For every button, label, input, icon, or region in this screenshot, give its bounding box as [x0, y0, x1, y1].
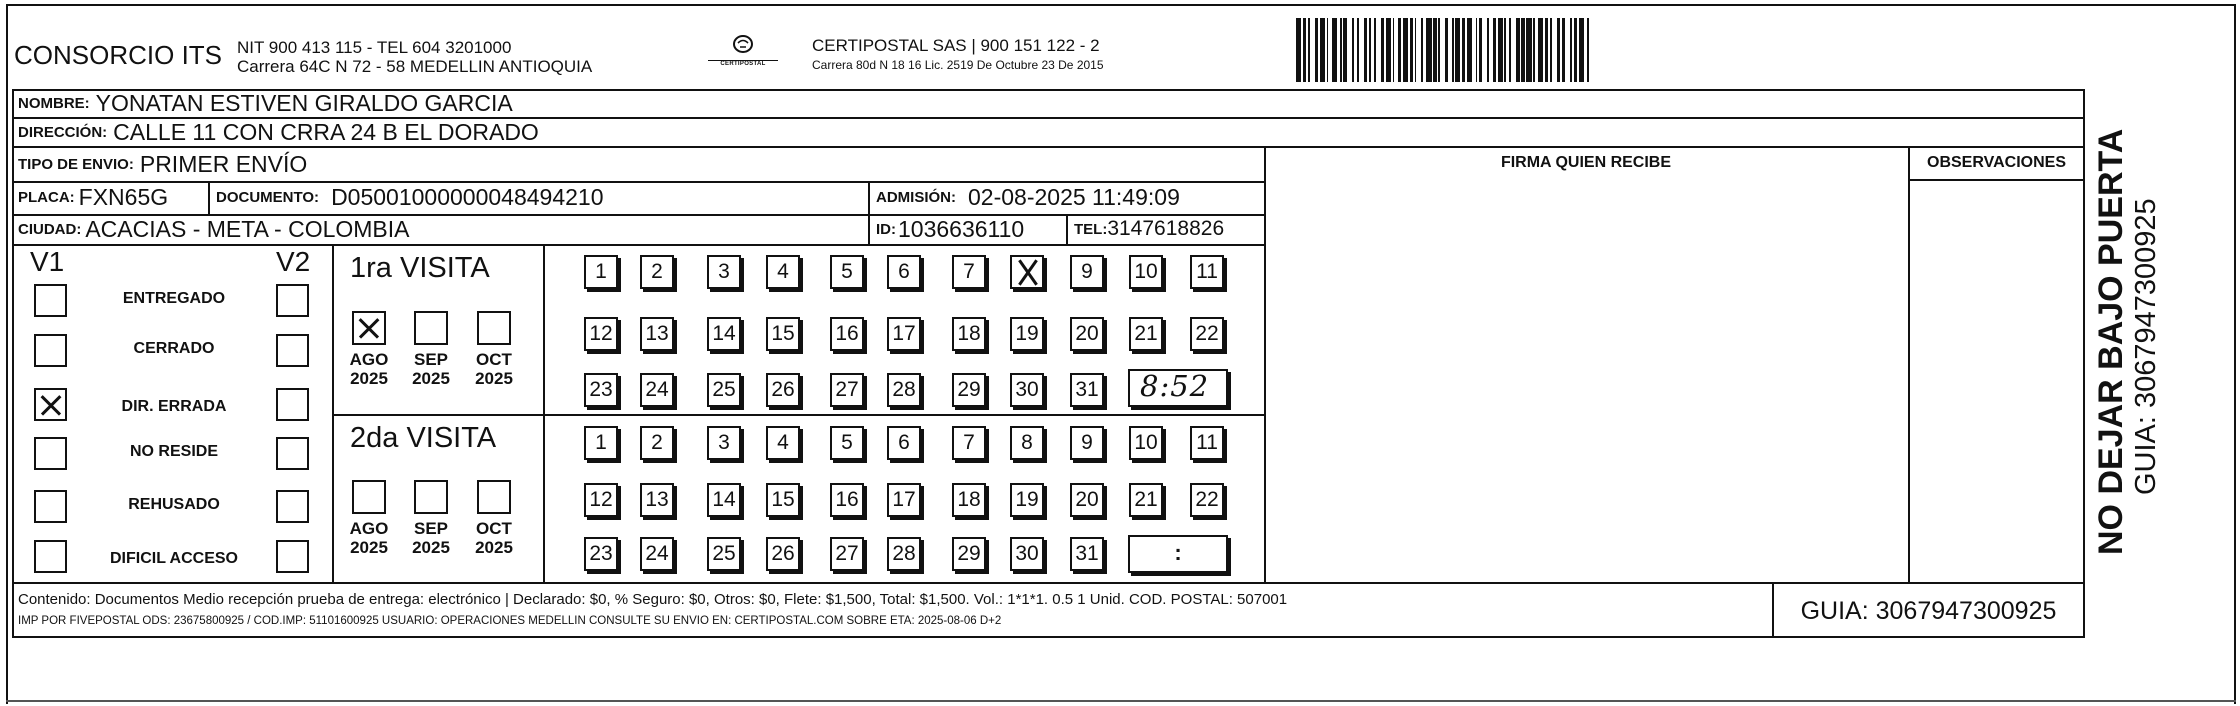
ciudad-label: CIUDAD:	[18, 220, 82, 238]
observaciones-area[interactable]	[1912, 182, 2084, 580]
day-checkbox[interactable]	[1129, 426, 1163, 460]
col-rule	[332, 244, 334, 582]
day-checkbox[interactable]	[707, 317, 741, 351]
day-checkbox[interactable]	[584, 373, 618, 407]
day-number: 26	[771, 542, 795, 565]
day-number: 18	[957, 322, 981, 345]
day-checkbox[interactable]	[1070, 426, 1104, 460]
day-checkbox[interactable]	[952, 255, 986, 289]
tel-label: TEL:	[1074, 220, 1108, 238]
day-number: 28	[892, 378, 916, 401]
day-number: 11	[1196, 260, 1218, 283]
month-name: AGO	[349, 519, 389, 538]
second-time-value: :	[1174, 540, 1182, 565]
v2-checkbox[interactable]	[276, 540, 309, 573]
barcode-bar	[1589, 18, 1591, 82]
month-year: 2025	[350, 369, 388, 388]
day-number: 25	[712, 542, 736, 565]
tipo-label: TIPO DE ENVIO:	[18, 155, 134, 173]
day-checkbox[interactable]	[584, 426, 618, 460]
day-number: 17	[892, 488, 916, 511]
month-name: SEP	[413, 519, 449, 538]
day-checkbox[interactable]	[1070, 317, 1104, 351]
month-name: AGO	[349, 350, 389, 369]
month-label	[342, 350, 396, 388]
documento-row	[212, 183, 604, 211]
day-checkbox[interactable]	[766, 317, 800, 351]
day-checkbox[interactable]	[640, 426, 674, 460]
placa-row	[14, 183, 168, 211]
day-checkbox[interactable]	[640, 317, 674, 351]
day-checkbox[interactable]	[707, 255, 741, 289]
day-number: 13	[645, 488, 669, 511]
v1-checkbox[interactable]	[34, 334, 67, 367]
admision-label: ADMISIÓN:	[876, 188, 956, 206]
day-checkbox[interactable]	[952, 483, 986, 517]
barcode	[1296, 18, 1816, 82]
day-number: 14	[712, 488, 736, 511]
day-number: 19	[1015, 488, 1039, 511]
day-checkbox[interactable]	[887, 537, 921, 571]
first-time-value: 8:52	[1140, 369, 1210, 403]
row-rule	[1908, 179, 2085, 181]
row-rule	[332, 414, 1264, 416]
day-checkbox[interactable]	[1070, 483, 1104, 517]
day-number: 2	[651, 431, 663, 454]
day-checkbox[interactable]	[830, 317, 864, 351]
day-checkbox[interactable]	[830, 426, 864, 460]
month-label	[404, 519, 458, 557]
logo-emblem-icon	[731, 34, 755, 54]
footer-guia: GUIA: 3067947300925	[1800, 597, 2057, 625]
day-number: 1	[595, 431, 607, 454]
day-number: 25	[712, 378, 736, 401]
day-number: 11	[1196, 431, 1218, 454]
day-checkbox[interactable]	[830, 537, 864, 571]
day-checkbox[interactable]	[887, 317, 921, 351]
day-checkbox[interactable]	[1129, 255, 1163, 289]
day-number: 3	[718, 431, 730, 454]
month-name: SEP	[413, 350, 449, 369]
admision-value: 02-08-2025 11:49:09	[968, 183, 1180, 210]
day-checkbox[interactable]	[640, 537, 674, 571]
month-checkbox[interactable]	[352, 480, 386, 514]
day-number: 30	[1015, 542, 1039, 565]
day-checkbox[interactable]	[766, 373, 800, 407]
col-rule	[1908, 146, 1910, 582]
day-number: 6	[898, 431, 910, 454]
day-checkbox[interactable]	[584, 317, 618, 351]
month-checkbox[interactable]	[477, 480, 511, 514]
day-number: 21	[1134, 488, 1158, 511]
day-number: 9	[1081, 431, 1093, 454]
day-checkbox[interactable]	[584, 537, 618, 571]
day-checkbox[interactable]	[952, 317, 986, 351]
month-checkbox[interactable]	[414, 311, 448, 345]
month-year: 2025	[475, 538, 513, 557]
admision-row	[872, 183, 1180, 211]
v2-checkbox[interactable]	[276, 334, 309, 367]
tipo-row	[14, 150, 307, 178]
documento-label: DOCUMENTO:	[216, 188, 320, 206]
row-rule	[12, 146, 2085, 148]
month-checkbox[interactable]	[352, 311, 386, 345]
day-checkbox[interactable]	[640, 255, 674, 289]
day-checkbox[interactable]	[1190, 483, 1224, 517]
day-checkbox[interactable]	[1070, 373, 1104, 407]
day-number: 14	[712, 322, 736, 345]
day-checkbox[interactable]	[584, 255, 618, 289]
day-checkbox[interactable]	[766, 255, 800, 289]
ciudad-row	[14, 215, 410, 243]
footer-print-info: IMP POR FIVEPOSTAL ODS: 23675800925 / COD.IMP: 51101600925 USUARIO: OPERACIONES MEDELLIN CONSULTE SU ENVIO EN: CERTIPOSTAL.COM SOBRE ETA: 2025-08-06 D+2	[18, 615, 1002, 627]
col-rule	[543, 244, 545, 582]
day-checkbox[interactable]	[952, 426, 986, 460]
logo-text: CERTIPOSTAL	[708, 60, 778, 67]
first-time-box[interactable]	[1128, 369, 1228, 407]
month-label	[467, 350, 521, 388]
month-year: 2025	[412, 538, 450, 557]
status-label: NO RESIDE	[129, 443, 218, 460]
day-number: 12	[589, 488, 613, 511]
carrier-line: CERTIPOSTAL SAS | 900 151 122 - 2	[812, 36, 1100, 55]
nombre-value: YONATAN ESTIVEN GIRALDO GARCIA	[95, 89, 513, 116]
day-checkbox[interactable]	[766, 426, 800, 460]
v1-checkbox[interactable]	[34, 388, 67, 421]
second-visit-title: 2da VISITA	[350, 422, 497, 454]
day-number: 31	[1075, 378, 1099, 401]
id-row	[872, 215, 1024, 243]
day-number: 2	[651, 260, 663, 283]
day-checkbox[interactable]	[1129, 317, 1163, 351]
day-checkbox[interactable]	[1070, 255, 1104, 289]
v1-checkbox[interactable]	[34, 540, 67, 573]
day-checkbox[interactable]	[830, 373, 864, 407]
day-number: 23	[589, 378, 613, 401]
day-number: 1	[595, 260, 607, 283]
day-number: 5	[841, 431, 853, 454]
company-nit: NIT 900 413 115 - TEL 604 3201000	[237, 38, 512, 57]
col-rule	[208, 181, 210, 214]
day-number: 31	[1075, 542, 1099, 565]
day-checkbox[interactable]	[707, 537, 741, 571]
day-number: 8	[1021, 431, 1033, 454]
v1-label: V1	[30, 246, 65, 277]
day-number: 10	[1134, 260, 1158, 283]
day-checkbox[interactable]	[1190, 317, 1224, 351]
day-checkbox[interactable]	[707, 483, 741, 517]
col-rule	[868, 181, 870, 244]
day-number: 26	[771, 378, 795, 401]
v2-checkbox[interactable]	[276, 490, 309, 523]
v1-checkbox[interactable]	[34, 437, 67, 470]
day-number: 30	[1015, 378, 1039, 401]
certipostal-logo	[708, 34, 778, 78]
tipo-value: PRIMER ENVÍO	[139, 150, 308, 177]
sheet-bottom-rule	[6, 700, 2236, 702]
v2-label: V2	[276, 246, 311, 277]
day-checkbox[interactable]	[766, 483, 800, 517]
firma-label: FIRMA QUIEN RECIBE	[1500, 154, 1672, 171]
tel-value: 3147618826	[1107, 217, 1225, 240]
day-checkbox[interactable]	[1010, 255, 1044, 289]
day-number: 12	[589, 322, 613, 345]
status-label: DIFICIL ACCESO	[109, 550, 238, 567]
day-checkbox[interactable]	[952, 373, 986, 407]
day-checkbox[interactable]	[830, 255, 864, 289]
day-number: 27	[835, 542, 859, 565]
placa-label: PLACA:	[18, 188, 75, 206]
day-checkbox[interactable]	[1190, 426, 1224, 460]
day-checkbox[interactable]	[1070, 537, 1104, 571]
col-rule	[1264, 146, 1266, 582]
day-number: 13	[645, 322, 669, 345]
company-name: CONSORCIO ITS	[14, 40, 223, 70]
v1-checkbox[interactable]	[34, 490, 67, 523]
month-year: 2025	[350, 538, 388, 557]
second-time-box[interactable]	[1128, 535, 1228, 573]
day-number: 20	[1075, 322, 1099, 345]
day-number: 22	[1195, 322, 1219, 345]
day-number: 24	[645, 378, 669, 401]
day-number: 17	[892, 322, 916, 345]
direccion-row	[14, 118, 539, 146]
side-notice: NO DEJAR BAJO PUERTA	[2092, 128, 2130, 555]
day-checkbox[interactable]	[887, 373, 921, 407]
month-year: 2025	[412, 369, 450, 388]
day-number: 7	[963, 431, 975, 454]
status-label: CERRADO	[133, 340, 215, 357]
day-number: 6	[898, 260, 910, 283]
month-checkbox[interactable]	[414, 480, 448, 514]
day-number: 29	[957, 542, 981, 565]
day-checkbox[interactable]	[1010, 373, 1044, 407]
carrier-address: Carrera 80d N 18 16 Lic. 2519 De Octubre 23 De 2015	[812, 58, 1104, 72]
day-checkbox[interactable]	[766, 537, 800, 571]
id-value: 1036636110	[898, 215, 1025, 242]
day-number: 28	[892, 542, 916, 565]
day-number: 16	[835, 488, 859, 511]
placa-value: FXN65G	[78, 183, 169, 210]
day-number: 4	[777, 260, 789, 283]
month-label	[404, 350, 458, 388]
day-checkbox[interactable]	[707, 373, 741, 407]
month-name: OCT	[476, 519, 512, 538]
col-rule	[1066, 214, 1068, 244]
day-checkbox[interactable]	[1010, 537, 1044, 571]
day-checkbox[interactable]	[830, 483, 864, 517]
day-checkbox[interactable]	[1190, 255, 1224, 289]
id-label: ID:	[876, 220, 896, 238]
day-checkbox[interactable]	[707, 426, 741, 460]
day-number: 27	[835, 378, 859, 401]
month-year: 2025	[475, 369, 513, 388]
day-number: 18	[957, 488, 981, 511]
day-number: 5	[841, 260, 853, 283]
status-label: REHUSADO	[128, 496, 220, 513]
day-checkbox[interactable]	[1129, 483, 1163, 517]
signature-area[interactable]	[1268, 182, 1906, 580]
day-checkbox[interactable]	[584, 483, 618, 517]
day-number: 21	[1134, 322, 1158, 345]
nombre-row	[14, 89, 513, 117]
row-rule	[12, 244, 1264, 246]
day-number: 7	[963, 260, 975, 283]
documento-value: D05001000000048494210	[331, 183, 604, 210]
day-checkbox[interactable]	[1010, 426, 1044, 460]
day-checkbox[interactable]	[887, 255, 921, 289]
day-number: 22	[1195, 488, 1219, 511]
day-checkbox[interactable]	[1010, 317, 1044, 351]
day-number: 4	[777, 431, 789, 454]
company-address: Carrera 64C N 72 - 58 MEDELLIN ANTIOQUIA	[237, 57, 593, 76]
side-guia: GUIA: 3067947300925	[2130, 198, 2162, 495]
day-number: 15	[771, 488, 795, 511]
v1-checkbox[interactable]	[34, 284, 67, 317]
day-number: 3	[718, 260, 730, 283]
day-checkbox[interactable]	[1010, 483, 1044, 517]
status-label: ENTREGADO	[122, 290, 226, 307]
first-visit-title: 1ra VISITA	[350, 252, 490, 284]
day-number: 24	[645, 542, 669, 565]
day-checkbox[interactable]	[887, 426, 921, 460]
day-number: 16	[835, 322, 859, 345]
nombre-label: NOMBRE:	[18, 94, 90, 112]
day-number: 15	[771, 322, 795, 345]
month-label	[342, 519, 396, 557]
direccion-value: CALLE 11 CON CRRA 24 B EL DORADO	[113, 118, 539, 145]
day-number: 29	[957, 378, 981, 401]
v2-checkbox[interactable]	[276, 437, 309, 470]
day-number: 10	[1134, 431, 1158, 454]
month-checkbox[interactable]	[477, 311, 511, 345]
status-label: DIR. ERRADA	[121, 398, 227, 415]
day-number: 19	[1015, 322, 1039, 345]
month-label	[467, 519, 521, 557]
day-checkbox[interactable]	[952, 537, 986, 571]
tel-row	[1070, 215, 1224, 243]
footer-content: Contenido: Documentos Medio recepción prueba de entrega: electrónico | Declarado: $0, % Seguro: $0, Otros: $0, Flete: $1,500, Total: $1,500. Vol.: 1*1*1. 0.5 1 Unid. COD. POSTAL: 507001	[18, 591, 1288, 608]
v2-checkbox[interactable]	[276, 388, 309, 421]
day-checkbox[interactable]	[640, 483, 674, 517]
observaciones-label: OBSERVACIONES	[1927, 154, 2066, 171]
v2-checkbox[interactable]	[276, 284, 309, 317]
direccion-label: DIRECCIÓN:	[18, 123, 108, 141]
day-number: 20	[1075, 488, 1099, 511]
day-checkbox[interactable]	[887, 483, 921, 517]
day-number: 23	[589, 542, 613, 565]
month-name: OCT	[476, 350, 512, 369]
row-rule	[12, 582, 2085, 584]
ciudad-value: ACACIAS - META - COLOMBIA	[85, 215, 410, 242]
day-checkbox[interactable]	[640, 373, 674, 407]
day-number: 9	[1081, 260, 1093, 283]
